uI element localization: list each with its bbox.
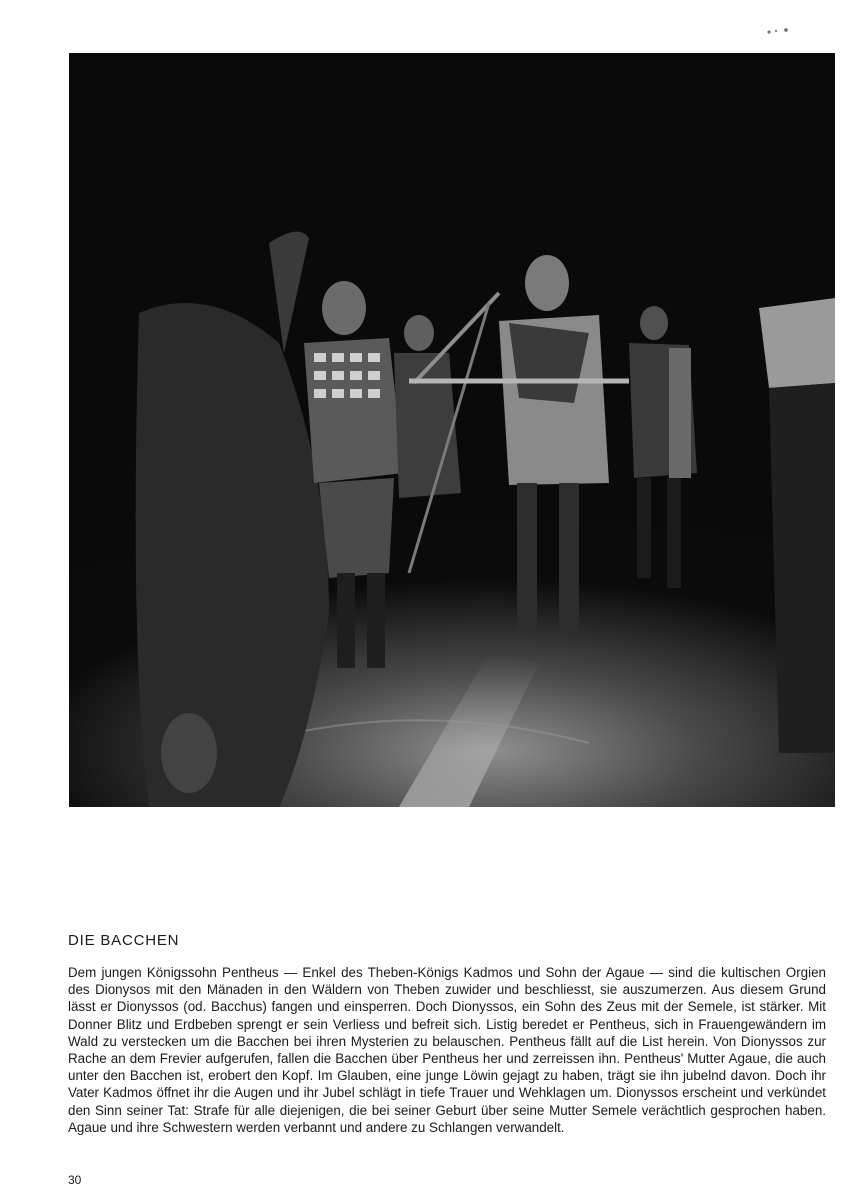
scan-speck-mark	[764, 26, 794, 36]
article-body: Dem jungen Königssohn Pentheus — Enkel des Theben-Königs Kadmos und Sohn der Agaue — sind die kultischen Orgien des Dionysos mit den Mänaden in den Wäldern von Theben zuwider und beschliesst, sie auszumerzen. Aus diesem Grund lässt er Dionyssos (od. Bacchus) fangen und einsperren. Doch Dionyssos, ein Sohn des Zeus mit der Semele, ist stärker. Mit Donner Blitz und Erdbeben sprengt er sein Verliess und befreit sich. Listig beredet er Pentheus, sich in Frauengewändern im Wald zu verstecken um die Bacchen bei ihren Mysterien zu belauschen. Pentheus fällt auf die List herein. Von Dionyssos zur Rache an dem Frevier aufgerufen, fallen die Bacchen über Pentheus her und zerreissen ihn. Pentheus' Mutter Agaue, die auch unter den Bacchen ist, erobert den Kopf. Im Glauben, eine junge Löwin gejagt zu haben, trägt sie ihn jubelnd davon. Doch ihr Vater Kadmos öffnet ihr die Augen und ihr Jubel schlägt in tiefe Trauer und Wehklagen um. Dionyssos erscheint und verkündet den Sinn seiner Tat: Strafe für alle diejenigen, die bei seiner Geburt über seine Mutter Semele verächtlich gesprochen haben. Agaue und ihre Schwestern werden verbannt und andere zu Schlangen verwandelt.	[68, 965, 826, 1135]
article-heading: DIE BACCHEN	[68, 932, 180, 949]
stage-photograph	[69, 53, 835, 807]
page-number: 30	[68, 1173, 82, 1187]
